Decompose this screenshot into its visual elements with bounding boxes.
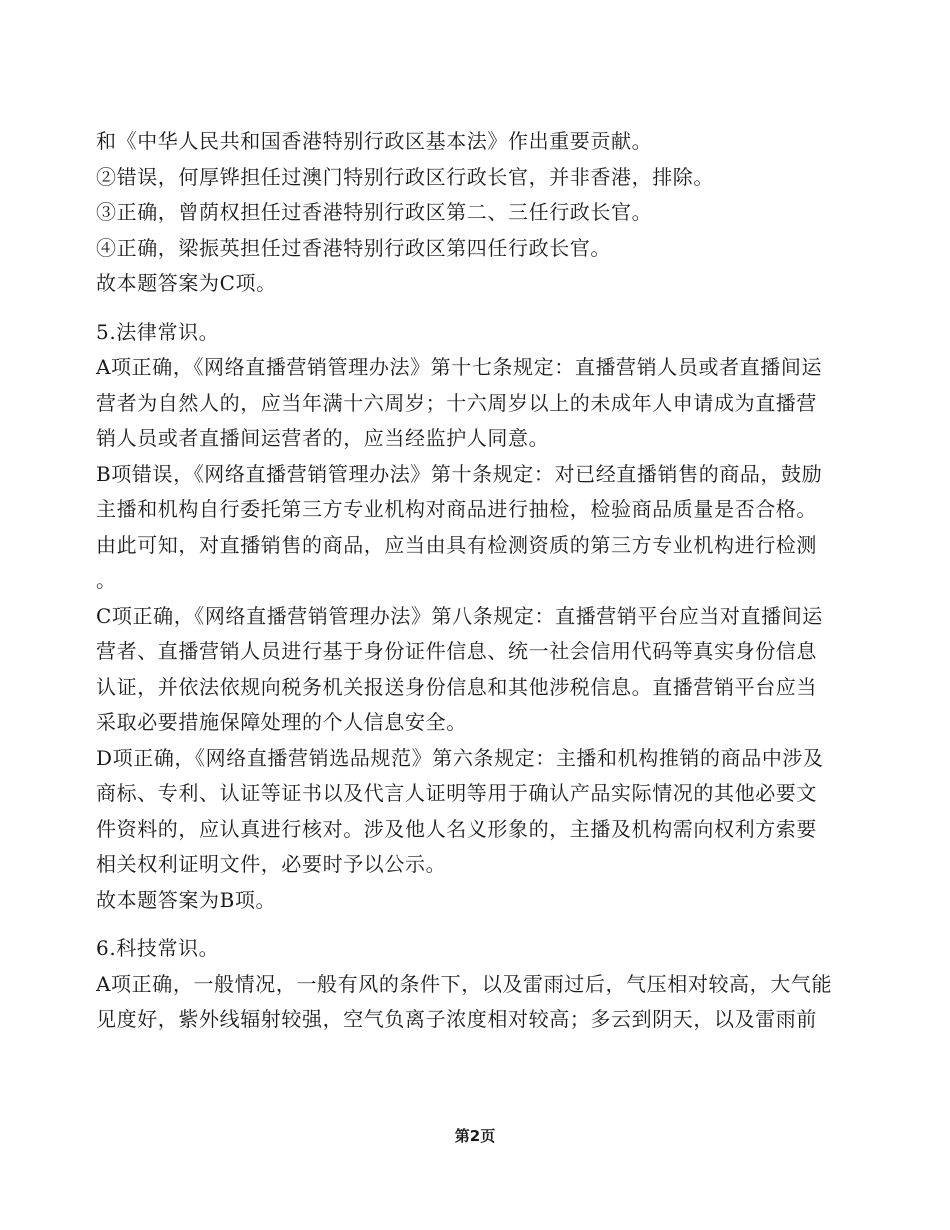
text-line: A项正确，《网络直播营销管理办法》第十七条规定：直播营销人员或者直播间运 bbox=[96, 355, 823, 379]
text-line: D项正确，《网络直播营销选品规范》第六条规定：主播和机构推销的商品中涉及 bbox=[96, 745, 824, 770]
text-line: 认证，并依法依规向税务机关报送身份信息和其他涉税信息。直播营销平台应当 bbox=[96, 674, 817, 699]
text-line: 营者、直播营销人员进行基于身份证件信息、统一社会信用代码等真实身份信息 bbox=[96, 639, 817, 663]
section-heading: 6.科技常识。 bbox=[96, 936, 220, 960]
text-line: A项正确，一般情况，一般有风的条件下，以及雷雨过后，气压相对较高，大气能 bbox=[96, 971, 833, 996]
text-line: ②错误，何厚铧担任过澳门特别行政区行政长官，并非香港，排除。 bbox=[96, 164, 714, 189]
paragraph-gap bbox=[96, 302, 876, 315]
text-line: 见度好，紫外线辐射较强，空气负离子浓度相对较高；多云到阴天，以及雷雨前 bbox=[96, 1007, 817, 1031]
text-line: C项正确，《网络直播营销管理办法》第八条规定：直播营销平台应当对直播间运 bbox=[96, 603, 823, 628]
page-number: 第2页 bbox=[454, 1127, 496, 1145]
text-line: 相关权利证明文件，必要时予以公示。 bbox=[96, 852, 447, 876]
text-line: ③正确，曾荫权担任过香港特别行政区第二、三任行政长官。 bbox=[96, 200, 653, 224]
text-line: B项错误，《网络直播营销管理办法》第十条规定：对已经直播销售的商品，鼓励 bbox=[96, 461, 823, 486]
answer-line: 故本题答案为B项。 bbox=[96, 887, 277, 912]
text-line: 主播和机构自行委托第三方专业机构对商品进行抽检，检验商品质量是否合格。 bbox=[96, 497, 817, 521]
text-line: 。 bbox=[96, 568, 117, 592]
text-line: 由此可知，对直播销售的商品，应当由具有检测资质的第三方专业机构进行检测 bbox=[96, 532, 817, 557]
text-line: 采取必要措施保障处理的个人信息安全。 bbox=[96, 710, 467, 734]
text-line: 件资料的，应认真进行核对。涉及他人名义形象的，主播及机构需向权利方索要 bbox=[96, 816, 817, 841]
text-line: 商标、专利、认证等证书以及代言人证明等用于确认产品实际情况的其他必要文 bbox=[96, 781, 817, 805]
text-line: 和《中华人民共和国香港特别行政区基本法》作出重要贡献。 bbox=[96, 129, 653, 153]
answer-explanation-text bbox=[96, 124, 876, 1038]
paragraph-gap bbox=[96, 918, 876, 931]
text-line: 销人员或者直播间运营者的，应当经监护人同意。 bbox=[96, 426, 550, 450]
section-heading: 5.法律常识。 bbox=[96, 319, 220, 344]
text-line: 营者为自然人的，应当年满十六周岁；十六周岁以上的未成年人申请成为直播营 bbox=[96, 390, 817, 415]
text-line: ④正确，梁振英担任过香港特别行政区第四任行政长官。 bbox=[96, 235, 611, 260]
answer-line: 故本题答案为C项。 bbox=[96, 271, 277, 295]
